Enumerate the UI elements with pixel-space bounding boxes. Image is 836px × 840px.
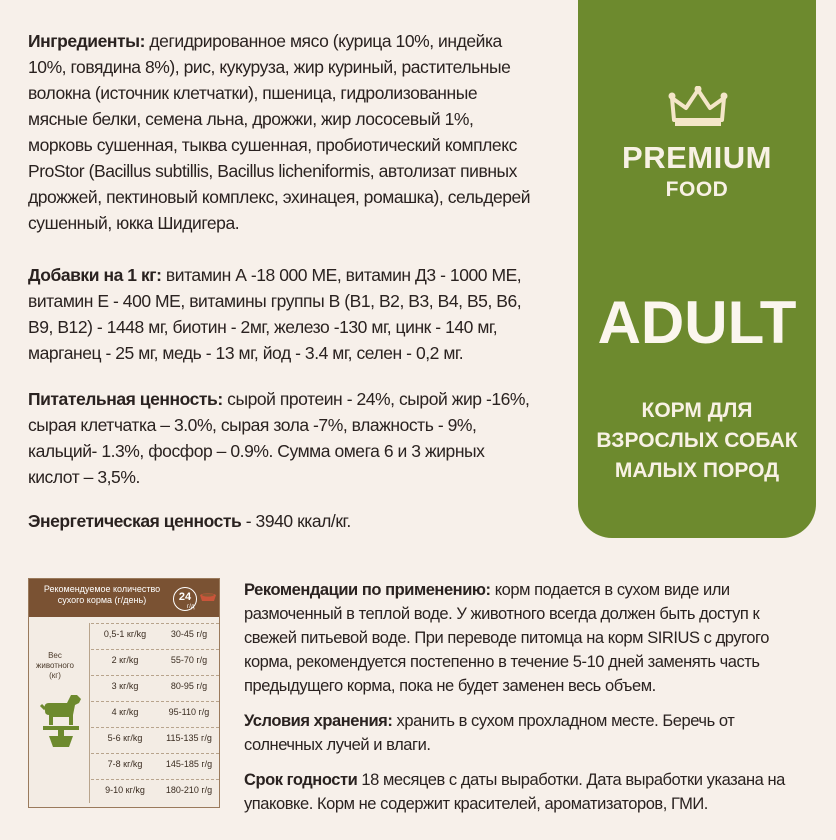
product-description [588, 396, 806, 486]
table-row [91, 727, 219, 752]
table-row [91, 623, 219, 648]
weight-cell: 9-10 кг/kg [105, 785, 145, 795]
additives-label: Добавки на 1 кг: [28, 265, 162, 285]
shelf-life-paragraph [244, 768, 814, 816]
additives-paragraph [28, 262, 538, 366]
nutrition-text: сырой протеин - 24%, сырой жир -16%, сырая клетчатка – 3.0%, сырая зола -7%, влажность - 9%, кальций- 1.3%, фосфор – 0.9%. Сумма омега 6 и 3 жирных кислот – 3,5%. [28, 389, 530, 487]
amount-cell: 55-70 г/g [170, 655, 208, 665]
additives-text: витамин А -18 000 МЕ, витамин Д3 - 1000 МЕ, витамин Е - 400 МЕ, витамины группы В (В1, В2, В3, В4, В5, В6, В9, В12) - 1448 мг, биотин - 2мг, железо -130 мг, цинк - 140 мг, марганец - 25 мг, медь - 13 мг, йод - 3.4 мг, селен - 0,2 мг. [28, 265, 522, 363]
product-badge [578, 0, 816, 538]
table-row [91, 753, 219, 778]
table-row [91, 649, 219, 674]
shelf-life-label: Срок годности [244, 771, 358, 789]
brand-food: FOOD [665, 178, 729, 201]
usage-paragraph [244, 578, 814, 698]
weight-label: Вес животного (кг) [36, 651, 74, 680]
storage-paragraph [244, 709, 814, 757]
usage-text: корм подается в сухом виде или размоченный в теплой воде. У животного всегда должен быть доступ к свежей питьевой воде. При переводе питомца на корм SIRIUS с другого корма, рекомендуется постепенно в течение 5-10 дней заменять часть предыдущего корма, пока не будет заменен весь объем. [244, 581, 769, 695]
description-line: КОРМ ДЛЯ [641, 399, 753, 422]
ingredients-text: дегидрированное мясо (курица 10%, индейка 10%, говядина 8%), рис, кукуруза, жир куриный, растительные волокна (источник клетчатки), пшеница, гидролизованные мясные белки, семена льна, дрожжи, жир лососевый 1%, морковь сушенная, тыква сушенная, пробиотический комплекс ProStor (Bacillus subtillis, Bacillus licheniformis, автолизат пивных дрожжей, пектиновый комплекс, эхинацея, ромашка), сельдерей сушенный, юкка Шидигера. [28, 31, 531, 233]
weight-cell: 0,5-1 кг/kg [103, 629, 147, 639]
amount-cell: 95-110 г/g [168, 707, 210, 717]
daily-clock-icon [173, 587, 197, 611]
energy-text: - 3940 ккал/кг. [241, 511, 351, 531]
crown-icon [668, 86, 728, 128]
table-row [91, 701, 219, 726]
weight-cell: 3 кг/kg [111, 681, 139, 691]
usage-label: Рекомендации по применению: [244, 581, 491, 599]
energy-label: Энергетическая ценность [28, 511, 242, 531]
feeding-table-header [29, 579, 219, 617]
description-line: МАЛЫХ ПОРОД [614, 459, 780, 482]
hours-unit: г/д [187, 604, 195, 610]
storage-label: Условия хранения: [244, 712, 393, 730]
brand-premium: PREMIUM [622, 140, 772, 175]
bowl-icon [199, 592, 217, 602]
table-row [91, 779, 219, 804]
adult-title: ADULT [597, 289, 797, 356]
ingredients-label: Ингредиенты: [28, 31, 145, 51]
weight-cell: 4 кг/kg [111, 707, 139, 717]
shelf-life-text: 18 месяцев с даты выработки. Дата выработки указана на упаковке. Корм не содержит красителей, ароматизаторов, ГМИ. [244, 771, 785, 813]
amount-cell: 30-45 г/g [170, 629, 208, 639]
hours-value: 24 [178, 591, 192, 603]
nutrition-label: Питательная ценность: [28, 389, 223, 409]
description-line: ВЗРОСЛЫХ СОБАК [596, 429, 798, 452]
table-row [91, 675, 219, 700]
table-divider [89, 623, 90, 803]
energy-paragraph [28, 508, 538, 534]
ingredients-paragraph [28, 28, 538, 236]
weight-cell: 2 кг/kg [111, 655, 139, 665]
storage-text: хранить в сухом прохладном месте. Беречь от солнечных лучей и влаги. [244, 712, 735, 754]
amount-cell: 180-210 г/g [165, 785, 213, 795]
dog-on-scale-icon [39, 685, 83, 749]
amount-cell: 80-95 г/g [170, 681, 208, 691]
feeding-table-title: Рекомендуемое количество сухого корма (г/день) [43, 584, 161, 605]
feeding-table [28, 578, 220, 808]
nutrition-paragraph [28, 386, 538, 490]
amount-cell: 115-135 г/g [166, 733, 212, 743]
amount-cell: 145-185 г/g [165, 759, 213, 769]
weight-cell: 7-8 кг/kg [107, 759, 143, 769]
weight-cell: 5-6 кг/kg [107, 733, 143, 743]
